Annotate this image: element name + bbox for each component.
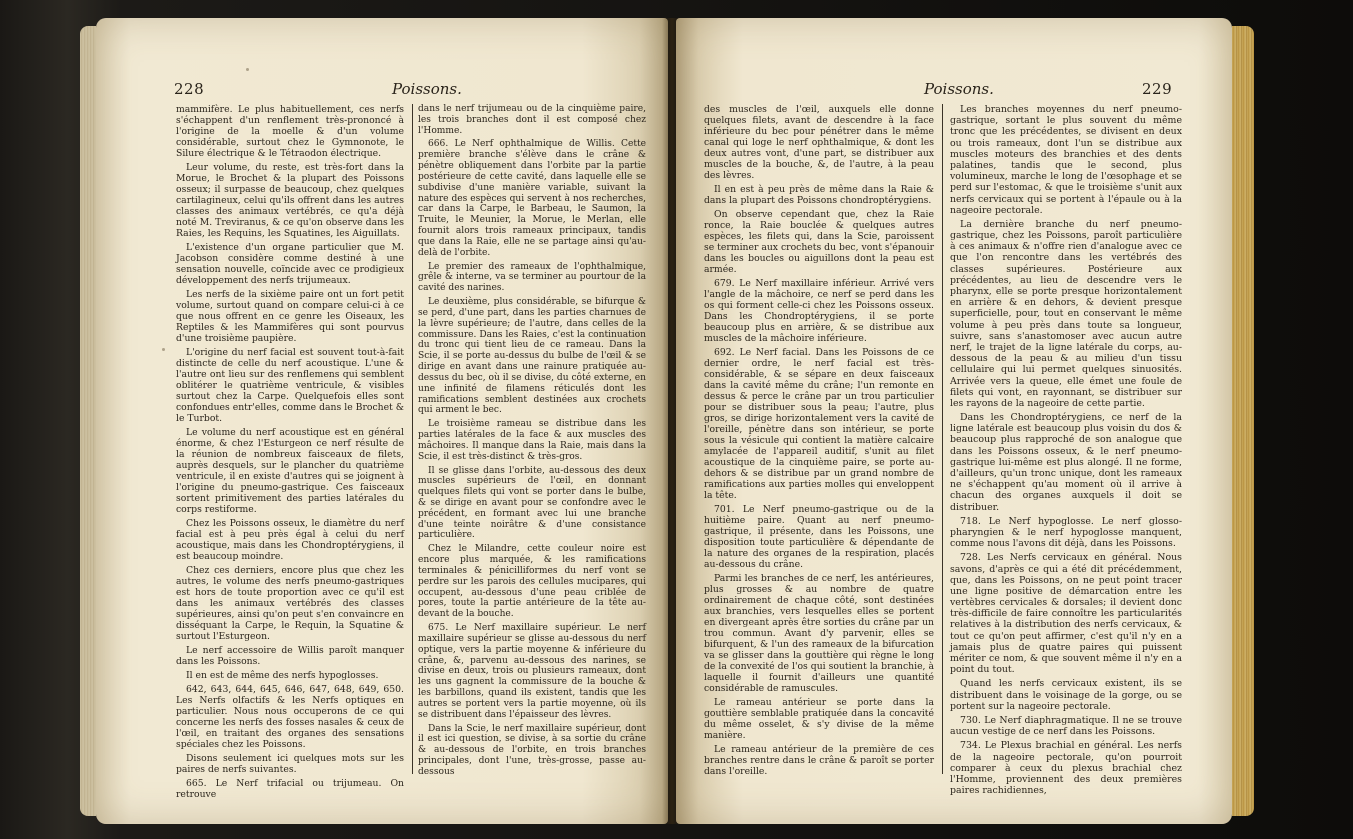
left-page bbox=[96, 18, 668, 824]
right-column-1 bbox=[704, 104, 934, 780]
paragraph: mammifère. Le plus habituellement, ces nerfs s'échappent d'un renflement très-prononcé à l'origine de la moelle & d'un volume considérable, surtout chez le Gymnonote, le Silure électrique & le Tétraodon électrique. bbox=[176, 104, 404, 159]
paragraph: Le deuxième, plus considérable, se bifurque & se perd, d'une part, dans les parties charnues de la lèvre supérieure; de l'autre, dans celles de la commissure. Dans les Raies, c'est la continuation du tronc qui tient lieu de ce rameau. Dans la Scie, il se porte au-dessus du bulbe de l'œil & se dirige en avant dans une rainure pratiquée au-dessus du bec, où il se divise, du côté externe, en une infinité de filamens réticulés dont les ramifications semblent destinées aux crochets qui arment le bec. bbox=[418, 297, 646, 416]
paragraph: des muscles de l'œil, auxquels elle donne quelques filets, avant de descendre à la face inférieure du bec pour pénétrer dans le même canal qui loge le nerf ophthalmique, & dont les deux autres vont, d'une part, se distribuer aux muscles de la bouche, &, de l'autre, à la peau des lèvres. bbox=[704, 104, 934, 181]
section-paragraph: 701. Le Nerf pneumo-gastrique ou de la huitième paire. Quant au nerf pneumo-gastrique, il présente, dans les Poissons, une disposition toute particulière & dépendante de la nature des organes de la respiration, placés au-dessous du crâne. bbox=[704, 504, 934, 570]
section-paragraph: 642, 643, 644, 645, 646, 647, 648, 649, 650. Les Nerfs olfactifs & les Nerfs optiques en particulier. Nous nous occuperons de ce qui concerne les nerfs des fosses nasales & ceux de l'œil, en traitant des organes des sensations spéciales chez les Poissons. bbox=[176, 684, 404, 750]
paragraph: Les nerfs de la sixième paire ont un fort petit volume, surtout quand on compare celui-ci à ce que nous offrent en ce genre les Oiseaux, les Reptiles & les Mammifères qui sont pourvus d'une troisième paupière. bbox=[176, 289, 404, 344]
paragraph: Parmi les branches de ce nerf, les antérieures, plus grosses & au nombre de quatre ordinairement de chaque côté, sont destinées aux branchies, vers lesquelles elles se portent en divergeant après être sorties du crâne par un trou commun. Avant d'y parvenir, elles se bifurquent, & l'un des rameaux de la bifurcation va se glisser dans la gouttière qui règne le long de la convexité de l'os qui soutient la branchie, à laquelle il fournit d'ailleurs une quantité considérable de ramuscules. bbox=[704, 573, 934, 694]
paragraph: Chez le Milandre, cette couleur noire est encore plus marquée, & les ramifications terminales & pénicilliformes du nerf vont se perdre sur les parois des cellules mucipares, qui occupent, au-dessous d'une peau criblée de pores, toute la partie antérieure de la tête au-devant de la bouche. bbox=[418, 544, 646, 620]
section-paragraph: 666. Le Nerf ophthalmique de Willis. Cette première branche s'élève dans le crâne & pénètre obliquement dans l'orbite par la partie postérieure de cette cavité, dans laquelle elle se subdivise d'une manière variable, suivant la nature des espèces qui servent à nos recherches, car dans la Carpe, le Barbeau, le Saumon, la Truite, le Meunier, la Morue, le Merlan, elle fournit alors trois rameaux principaux, tandis que dans la Raie, elle ne se partage ainsi qu'au-delà de l'orbite. bbox=[418, 139, 646, 258]
paragraph: La dernière branche du nerf pneumo-gastrique, chez les Poissons, paroît particulière à ces animaux & n'offre rien d'analogue avec ce que l'on rencontre dans les vertébrés des classes supérieures. Postérieure aux précédentes, au lieu de descendre vers le pharynx, elle se porte presque horizontalement en arrière & en dehors, & devient presque superficielle, pour, tout en conservant le même volume à peu près dans toute sa longueur, suivre, sans s'anastomoser avec aucun autre nerf, le trajet de la ligne latérale du corps, au-dessous de la peau & au milieu d'un tissu cellulaire qui lui permet quelques sinuosités. Arrivée vers la queue, elle émet une foule de filets qui vont, en rayonnant, se distribuer sur les rayons de la nageoire de cette partie. bbox=[950, 218, 1182, 409]
paragraph: L'origine du nerf facial est souvent tout-à-fait distincte de celle du nerf acoustique. L'une & l'autre ont lieu sur des renflemens qui semblent oblitérer le quatrième ventricule, & visibles surtout chez la Carpe. Quelquefois elles sont confondues entr'elles, comme dans le Brochet & le Turbot. bbox=[176, 347, 404, 424]
paragraph: L'existence d'un organe particulier que M. Jacobson considère comme destiné à une sensation nouvelle, coïncide avec ce prodigieux développement des nerfs trijumeaux. bbox=[176, 242, 404, 286]
paragraph: Le volume du nerf acoustique est en général énorme, & chez l'Esturgeon ce nerf résulte de la réunion de nombreux faisceaux de filets, auprès desquels, sur le plancher du quatrième ventricule, il en existe d'autres qui se joignent à l'origine du pneumo-gastrique. Ces faisceaux sortent primitivement des parties latérales du corps restiforme. bbox=[176, 427, 404, 515]
paragraph: Chez les Poissons osseux, le diamètre du nerf facial est à peu près égal à celui du nerf acoustique, mais dans les Chondroptérygiens, il est beaucoup moindre. bbox=[176, 518, 404, 562]
section-paragraph: 718. Le Nerf hypoglosse. Le nerf glosso-pharyngien & le nerf hypoglosse manquent, comme nous l'avons dit déjà, dans les Poissons. bbox=[950, 515, 1182, 550]
paragraph: Il en est à peu près de même dans la Raie & dans la plupart des Poissons chondroptérygiens. bbox=[704, 184, 934, 206]
paragraph: Le rameau antérieur de la première de ces branches rentre dans le crâne & paroît se porter dans l'oreille. bbox=[704, 744, 934, 777]
section-paragraph: 730. Le Nerf diaphragmatique. Il ne se trouve aucun vestige de ce nerf dans les Poissons. bbox=[950, 714, 1182, 738]
paragraph: On observe cependant que, chez la Raie ronce, la Raie bouclée & quelques autres espèces, les filets qui, dans la Scie, paroissent se terminer aux crochets du bec, vont s'épanouir dans les boucles ou aiguillons dont la peau est armée. bbox=[704, 209, 934, 275]
right-column-2 bbox=[950, 104, 1182, 799]
section-paragraph: 728. Les Nerfs cervicaux en général. Nous savons, d'après ce qui a été dit précédemment, que, dans les Poissons, on ne peut point tracer une ligne positive de démarcation entre les vertèbres cervicales & dorsales; il devient donc très-difficile de faire connoître les particularités relatives à la distribution des nerfs cervicaux, & tout ce qu'on peut affirmer, c'est qu'il n'y en a jamais plus de quatre paires qui puissent mériter ce nom, & que souvent même il n'y en a point du tout. bbox=[950, 552, 1182, 676]
paragraph: Le rameau antérieur se porte dans la gouttière semblable pratiquée dans la concavité du même osselet, & s'y divise de la même manière. bbox=[704, 697, 934, 741]
section-paragraph: 692. Le Nerf facial. Dans les Poissons de ce dernier ordre, le nerf facial est très-considérable, & se sépare en deux faisceaux dans la cavité même du crâne; l'un remonte en dessus & perce le crâne par un trou particulier pour se distribuer sous la peau; l'autre, plus gros, se dirige horizontalement vers la cavité de l'oreille, pénètre dans son intérieur, se porte sous la vésicule qui contient la matière calcaire amylacée de l'appareil auditif, s'unit au filet acoustique de la cinquième paire, se porte au-dehors & se distribue par un grand nombre de ramifications aux parties molles qui enveloppent la tête. bbox=[704, 347, 934, 501]
paragraph: Quand les nerfs cervicaux existent, ils se distribuent dans le voisinage de la gorge, ou se portent sur la nageoire pectorale. bbox=[950, 678, 1182, 712]
paragraph: Il en est de même des nerfs hypoglosses. bbox=[186, 670, 379, 681]
paragraph: dans le nerf trijumeau ou de la cinquième paire, les trois branches dont il est composé chez l'Homme. bbox=[418, 104, 646, 136]
running-head-right: Poissons. bbox=[924, 80, 994, 98]
paragraph: Leur volume, du reste, est très-fort dans la Morue, le Brochet & la plupart des Poissons osseux; il surpasse de beaucoup, chez quelques cartilagineux, celui qu'ils offrent dans les autres classes des animaux vertébrés, ce qu'a déjà noté M. Treviranus, & ce qu'on observe dans les Raies, les Requins, les Squatines, les Aiguillats. bbox=[176, 162, 404, 239]
column-rule-right bbox=[942, 104, 943, 774]
paragraph: Le troisième rameau se distribue dans les parties latérales de la face & aux muscles des mâchoires. Il manque dans la Raie, mais dans la Scie, il est très-distinct & très-gros. bbox=[418, 419, 646, 462]
paper-fleck bbox=[246, 68, 249, 71]
paragraph: Disons seulement ici quelques mots sur les paires de nerfs suivantes. bbox=[176, 753, 404, 775]
section-paragraph: 734. Le Plexus brachial en général. Les nerfs de la nageoire pectorale, qu'on pourroit comparer à ceux du plexus brachial chez l'Homme, proviennent des deux premières paires rachidiennes, bbox=[950, 740, 1182, 797]
paragraph: Chez ces derniers, encore plus que chez les autres, le volume des nerfs pneumo-gastriques est hors de toute proportion avec ce qu'il est dans les animaux vertébrés des classes supérieures, ainsi qu'on peut s'en convaincre en disséquant la Carpe, le Requin, la Squatine & surtout l'Esturgeon. bbox=[176, 565, 404, 642]
left-column-1 bbox=[176, 104, 404, 803]
page-number-left: 228 bbox=[174, 80, 205, 98]
page-number-right: 229 bbox=[1142, 80, 1173, 98]
section-paragraph: 679. Le Nerf maxillaire inférieur. Arrivé vers l'angle de la mâchoire, ce nerf se perd dans les os qui forment celle-ci chez les Poissons osseux. Dans les Chondroptérygiens, il se porte beaucoup plus en arrière, & se distribue aux muscles de la mâchoire inférieure. bbox=[704, 278, 934, 344]
column-rule-left bbox=[412, 104, 413, 774]
left-page-edges bbox=[80, 26, 96, 816]
paragraph: Les branches moyennes du nerf pneumo-gastrique, sortant le plus souvent du même tronc que les précédentes, se divisent en deux ou trois rameaux, dont l'un se distribue aux muscles moteurs des branchies et des dents palatines, tandis que le second, plus volumineux, marche le long de l'œsophage et se perd sur l'estomac, & que le troisième s'unit aux nerfs cervicaux qui se portent à l'épaule ou à la nageoire pectorale. bbox=[950, 104, 1182, 216]
running-head-left: Poissons. bbox=[392, 80, 462, 98]
section-paragraph: 665. Le Nerf trifacial ou trijumeau. On retrouve bbox=[176, 778, 404, 800]
paragraph: Le nerf accessoire de Willis paroît manquer dans les Poissons. bbox=[176, 645, 404, 667]
paragraph: Il se glisse dans l'orbite, au-dessous des deux muscles supérieurs de l'œil, en donnant quelques filets qui vont se porter dans le bulbe, & se dirige en avant pour se confondre avec le précédent, en formant avec lui une branche d'une teinte noirâtre & d'une consistance particulière. bbox=[418, 465, 646, 541]
paragraph: Dans la Scie, le nerf maxillaire supérieur, dont il est ici question, se divise, à sa sortie du crâne & au-dessous de l'orbite, en trois branches principales, dont l'une, très-grosse, passe au-dessous bbox=[418, 723, 646, 777]
paragraph: Dans les Chondroptérygiens, ce nerf de la ligne latérale est beaucoup plus voisin du dos & beaucoup plus rapproché de son analogue que dans les Poissons osseux, & le nerf pneumo-gastrique lui-même est plus alongé. Il ne forme, d'ailleurs, qu'un tronc unique, dont les rameaux ne s'échappent qu'au moment où il arrive à chacun des organes auxquels il doit se distribuer. bbox=[950, 412, 1182, 513]
gilt-page-edges bbox=[1232, 26, 1254, 816]
left-column-2 bbox=[418, 104, 646, 781]
section-paragraph: 675. Le Nerf maxillaire supérieur. Le nerf maxillaire supérieur se glisse au-dessous du nerf optique, vers la partie moyenne & inférieure du crâne, &, parvenu au-dessous des narines, se divise en deux, trois ou plusieurs rameaux, dont les uns gagnent la commissure de la bouche & les barbillons, quand ils existent, tandis que les autres se portent vers la partie moyenne, où ils se distribuent dans l'épaisseur des lèvres. bbox=[418, 623, 646, 720]
paper-fleck bbox=[162, 348, 165, 351]
right-page bbox=[676, 18, 1232, 824]
paragraph: Le premier des rameaux de l'ophthalmique, grêle & interne, va se terminer au pourtour de la cavité des narines. bbox=[418, 261, 646, 294]
